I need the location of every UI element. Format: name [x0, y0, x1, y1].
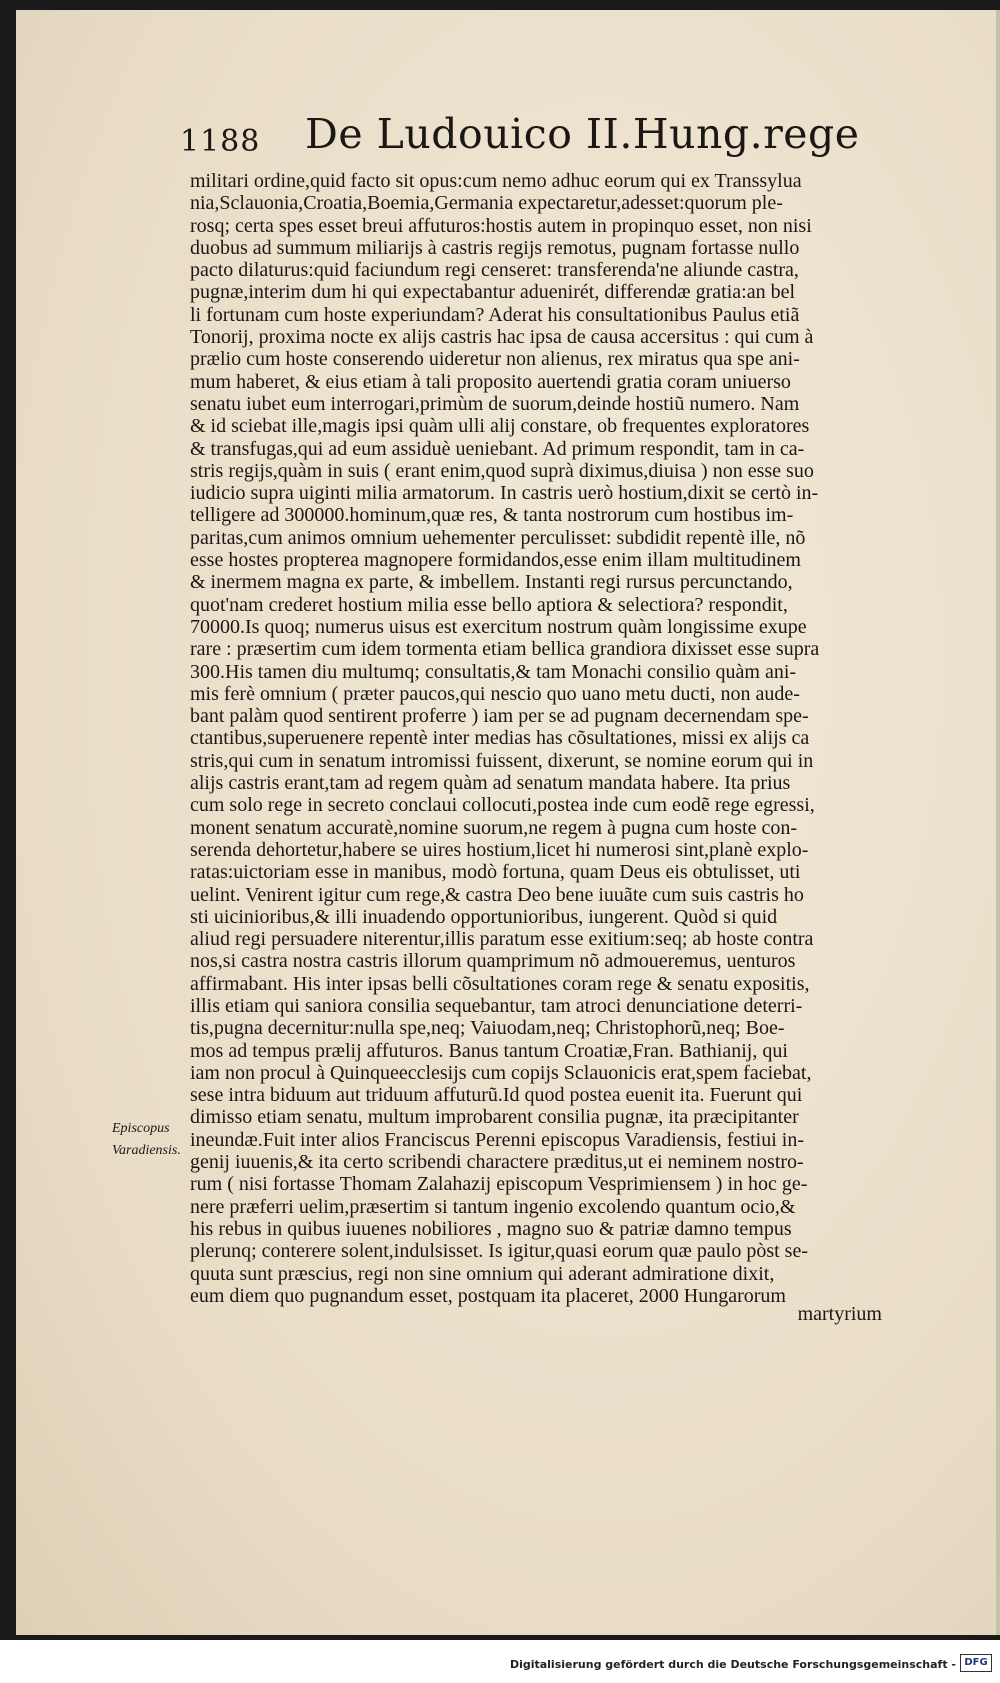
text-line: duobus ad summum miliarijs à castris regijs remotus, pugnam fortasse nullo [190, 236, 800, 259]
text-line: affirmabant. His inter ipsas belli cõsultationes coram rege & senatu expositis, [190, 972, 810, 995]
text-line: nos,si castra nostra castris illorum quamprimum nõ admoueremus, uenturos [190, 950, 796, 973]
marginal-note-line: Episcopus [112, 1121, 170, 1136]
text-line: Tonorij, proxima nocte ex alijs castris hac ipsa de causa accersitus : qui cum à [190, 326, 814, 349]
text-line: alijs castris erant,tam ad regem quàm ad senatum mandata habere. Ita prius [190, 772, 791, 795]
text-line: genij iuuenis,& ita certo scribendi charactere præditus,ut ei neminem nostro- [190, 1151, 804, 1174]
text-line: 300.His tamen diu multumq; consultatis,& tam Monachi consilio quàm ani- [190, 660, 797, 683]
text-line: iudicio supra uiginti milia armatorum. In castris uerò hostium,dixit se certò in- [190, 482, 819, 505]
text-line: mis ferè omnium ( præter paucos,qui nescio quo uano metu ducti, non aude- [190, 682, 800, 705]
text-line: cum solo rege in secreto conclaui collocuti,postea inde cum eodẽ rege egressi, [190, 794, 815, 817]
page-number: 1188 [180, 124, 261, 159]
text-line: ratas:uictoriam esse in manibus, modò fortuna, quam Deus eis obtulisset, uti [190, 861, 801, 884]
text-line: mum haberet, & eius etiam à tali proposito auertendi gratia coram uniuerso [190, 370, 791, 393]
text-line: paritas,cum animos omnium uehementer perculisset: subdidit repentè ille, nõ [190, 526, 806, 549]
text-line: quot'nam crederet hostium milia esse bello aptiora & selectiora? respondit, [190, 593, 788, 616]
footer-credit: Digitalisierung gefördert durch die Deutsche Forschungsgemeinschaft - [509, 1658, 956, 1671]
text-line: senatu iubet eum interrogari,primùm de suorum,deinde hostiũ numero. Nam [190, 392, 800, 415]
marginal-note [112, 1118, 202, 1162]
text-line: 70000.Is quoq; numerus uisus est exercitum nostrum quàm longissime exupe [190, 615, 807, 638]
text-line: esse hostes propterea magnopere formidandos,esse enim illam multitudinem [190, 549, 801, 572]
text-line: pacto dilaturus:quid faciundum regi censeret: transferenda'ne aliunde castra, [190, 259, 799, 282]
text-line: tis,pugna decernitur:nulla spe,neq; Vaiuodam,neq; Christophorũ,neq; Boe- [190, 1017, 785, 1040]
running-head: De Ludouico II.Hung.rege [305, 110, 860, 158]
body-text [190, 170, 882, 1307]
text-line: rare : præsertim cum idem tormenta etiam bellica grandiora dixisset esse supra [190, 638, 820, 661]
text-line: telligere ad 300000.hominum,quæ res, & tanta nostrorum cum hostibus im- [190, 504, 794, 527]
text-line: quuta sunt præscius, regi non sine omnium qui aderant admiratione dixit, [190, 1262, 775, 1285]
text-line: aliud regi persuadere niterentur,illis paratum esse exitium:seq; ab hoste contra [190, 928, 814, 951]
text-line: illis etiam qui saniora consilia sequebantur, tam atroci denunciatione deterri- [190, 994, 803, 1017]
text-line: rosq; certa spes esset breui affuturos:hostis autem in propinquo esset, non nisi [190, 214, 812, 237]
text-line: plerunq; conterere solent,indulsisset. Is igitur,quasi eorum quæ paulo pòst se- [190, 1240, 808, 1263]
text-line: uelint. Venirent igitur cum rege,& castra Deo bene iuuãte cum suis castris ho [190, 883, 804, 906]
text-line: & id sciebat ille,magis ipsi quàm ulli alij constare, ob frequentes exploratores [190, 415, 810, 438]
text-line: monent senatum accuratè,nomine suorum,ne regem à pugna cum hoste con- [190, 816, 798, 839]
text-line: sese intra biduum aut triduum affuturũ.Id quod postea euenit ita. Fuerunt qui [190, 1084, 803, 1107]
footer [0, 1640, 1000, 1683]
text-line: iam non procul à Quinqueecclesijs cum copijs Sclauonicis erat,spem faciebat, [190, 1061, 812, 1084]
text-line: stris regijs,quàm in suis ( erant enim,quod suprà diximus,diuisa ) non esse suo [190, 459, 814, 482]
text-line: stris,qui cum in senatum intromissi fuissent, dixerunt, se nomine eorum qui in [190, 749, 814, 772]
text-line: dimisso etiam senatu, multum improbarent consilia pugnæ, ita præcipitanter [190, 1106, 799, 1129]
text-line: & inermem magna ex parte, & imbellem. Instanti regi rursus percunctando, [190, 571, 793, 594]
text-line: ineundæ.Fuit inter alios Franciscus Perenni episcopus Varadiensis, festiui in- [190, 1128, 804, 1151]
text-line: sti uicinioribus,& illi inuadendo opportunioribus, iungerent. Quòd si quid [190, 905, 778, 928]
text-line: serenda dehortetur,habere se uires hostium,licet hi numerosi sint,planè explo- [190, 838, 809, 861]
text-line: his rebus in quibus iuuenes nobiliores , magno suo & patriæ damno tempus [190, 1217, 792, 1240]
text-line: nia,Sclauonia,Croatia,Boemia,Germania expectaretur,adesset:quorum ple- [190, 192, 783, 215]
text-line: mos ad tempus prælij affuturos. Banus tantum Croatiæ,Fran. Bathianij, qui [190, 1039, 788, 1062]
page-header [180, 110, 880, 170]
text-line: eum diem quo pugnandum esset, postquam ita placeret, 2000 Hungarorum [190, 1284, 786, 1307]
text-line: militari ordine,quid facto sit opus:cum nemo adhuc eorum qui ex Transsylua [190, 170, 802, 192]
marginal-note-line: Varadiensis. [112, 1143, 181, 1158]
catchword: martyrium [797, 1303, 882, 1325]
text-line: ctantibus,superuenere repentè inter medias has cõsultationes, missi ex alijs ca [190, 727, 810, 750]
text-line: li fortunam cum hoste experiundam? Aderat his consultationibus Paulus etiã [190, 303, 800, 326]
text-line: prælio cum hoste conserendo uideretur non alienus, rex miratus qua spe ani- [190, 348, 800, 371]
text-line: pugnæ,interim dum hi qui expectabantur aduenirét, differendæ gratia:an bel [190, 281, 795, 304]
text-line: rum ( nisi fortasse Thomam Zalahazij episcopum Vesprimiensem ) in hoc ge- [190, 1173, 808, 1196]
dfg-logo: DFG [960, 1654, 992, 1672]
text-line: bant palàm quod sentirent proferre ) iam per se ad pugnam decernendam spe- [190, 705, 809, 728]
text-line: & transfugas,qui ad eum assiduè ueniebant. Ad primum respondit, tam in ca- [190, 437, 805, 460]
text-line: nere præferri uelim,præsertim si tantum ingenio excolendo quantum ocio,& [190, 1195, 796, 1218]
